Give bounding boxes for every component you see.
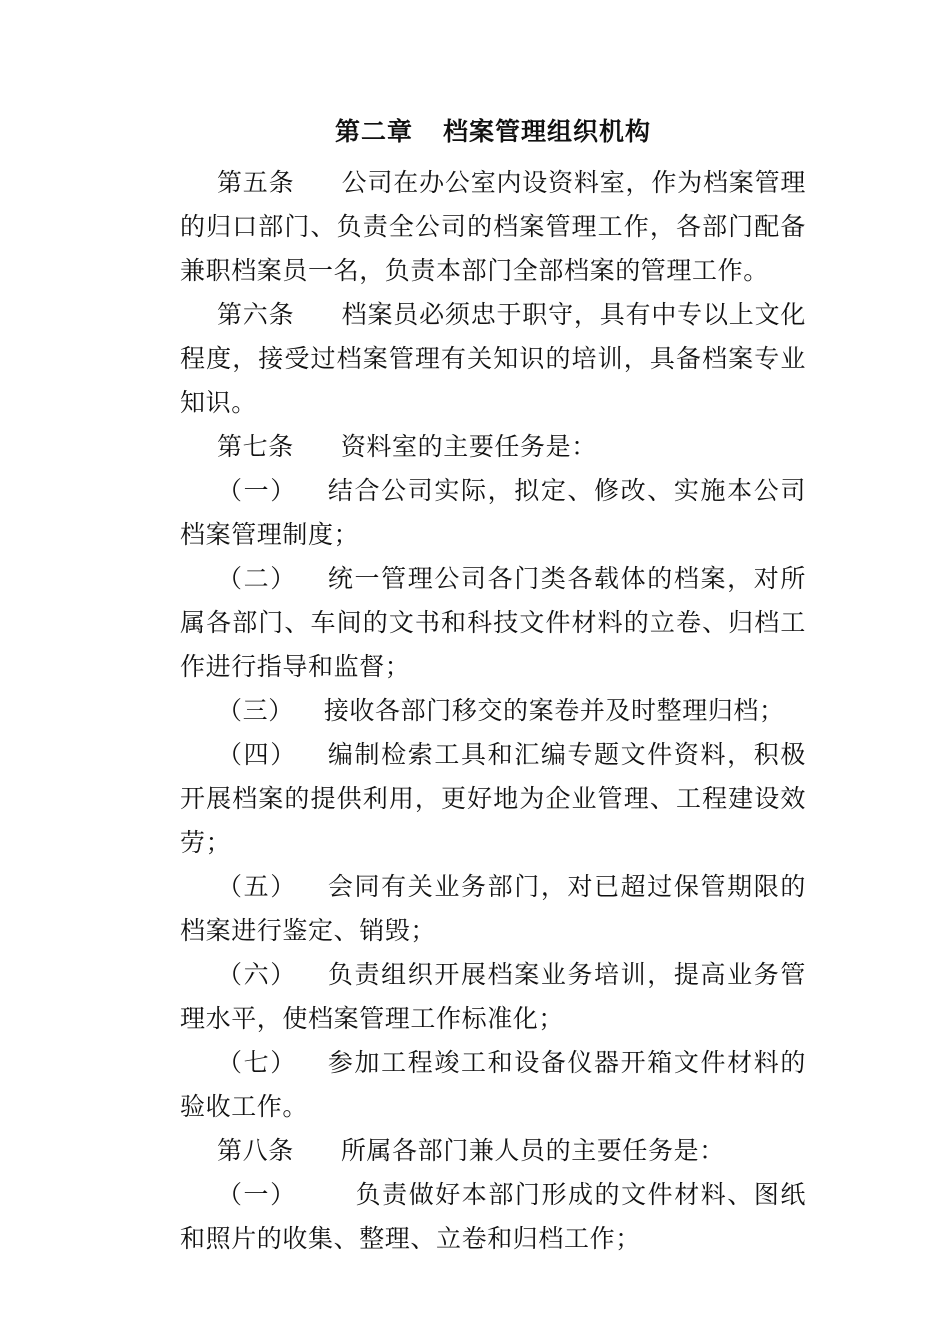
article-8: [180, 1129, 806, 1173]
article-7-item-7: [180, 1041, 806, 1129]
article-text: 档案员必须忠于职守，具有中专以上文化程度，接受过档案管理有关知识的培训，具备档案专业知识。: [180, 300, 806, 417]
chapter-name: 档案管理组织机构: [443, 117, 652, 146]
item-label: （一）: [217, 1180, 297, 1209]
article-7-item-6: [180, 953, 806, 1041]
article-7-item-4: [180, 733, 806, 865]
item-text: 参加工程竣工和设备仪器开箱文件材料的验收工作。: [180, 1048, 806, 1121]
item-label: （五）: [217, 872, 297, 901]
article-7-item-3: [180, 689, 806, 733]
article-7: [180, 425, 806, 469]
article-label: 第八条: [217, 1136, 294, 1165]
article-7-item-2: [180, 557, 806, 689]
item-label: （三）: [217, 696, 294, 725]
article-5: [180, 161, 806, 293]
article-text: 资料室的主要任务是：: [340, 432, 597, 461]
article-label: 第七条: [217, 432, 294, 461]
article-7-item-5: [180, 865, 806, 953]
article-text: 所属各部门兼人员的主要任务是：: [340, 1136, 725, 1165]
item-label: （六）: [217, 960, 297, 989]
item-label: （四）: [217, 740, 297, 769]
article-label: 第五条: [217, 168, 295, 197]
item-text: 负责组织开展档案业务培训，提高业务管理水平，使档案管理工作标准化；: [180, 960, 806, 1033]
article-7-item-1: [180, 469, 806, 557]
item-text: 负责做好本部门形成的文件材料、图纸和照片的收集、整理、立卷和归档工作；: [180, 1180, 806, 1253]
item-label: （二）: [217, 564, 297, 593]
article-label: 第六条: [217, 300, 295, 329]
article-6: [180, 293, 806, 425]
item-text: 统一管理公司各门类各载体的档案，对所属各部门、车间的文书和科技文件材料的立卷、归档工作进行指导和监督；: [180, 564, 806, 681]
article-text: 公司在办公室内设资料室，作为档案管理的归口部门、负责全公司的档案管理工作，各部门配备兼职档案员一名，负责本部门全部档案的管理工作。: [180, 168, 806, 285]
document-page: [180, 110, 806, 1261]
item-text: 编制检索工具和汇编专题文件资料，积极开展档案的提供利用，更好地为企业管理、工程建设效劳；: [180, 740, 806, 857]
chapter-title: [180, 110, 806, 154]
item-text: 结合公司实际，拟定、修改、实施本公司档案管理制度；: [180, 476, 806, 549]
chapter-number: 第二章: [334, 117, 413, 146]
item-label: （一）: [217, 476, 297, 505]
item-text: 会同有关业务部门，对已超过保管期限的档案进行鉴定、销毁；: [180, 872, 806, 945]
item-label: （七）: [217, 1048, 297, 1077]
article-8-item-1: [180, 1173, 806, 1261]
item-text: 接收各部门移交的案卷并及时整理归档；: [323, 696, 785, 725]
